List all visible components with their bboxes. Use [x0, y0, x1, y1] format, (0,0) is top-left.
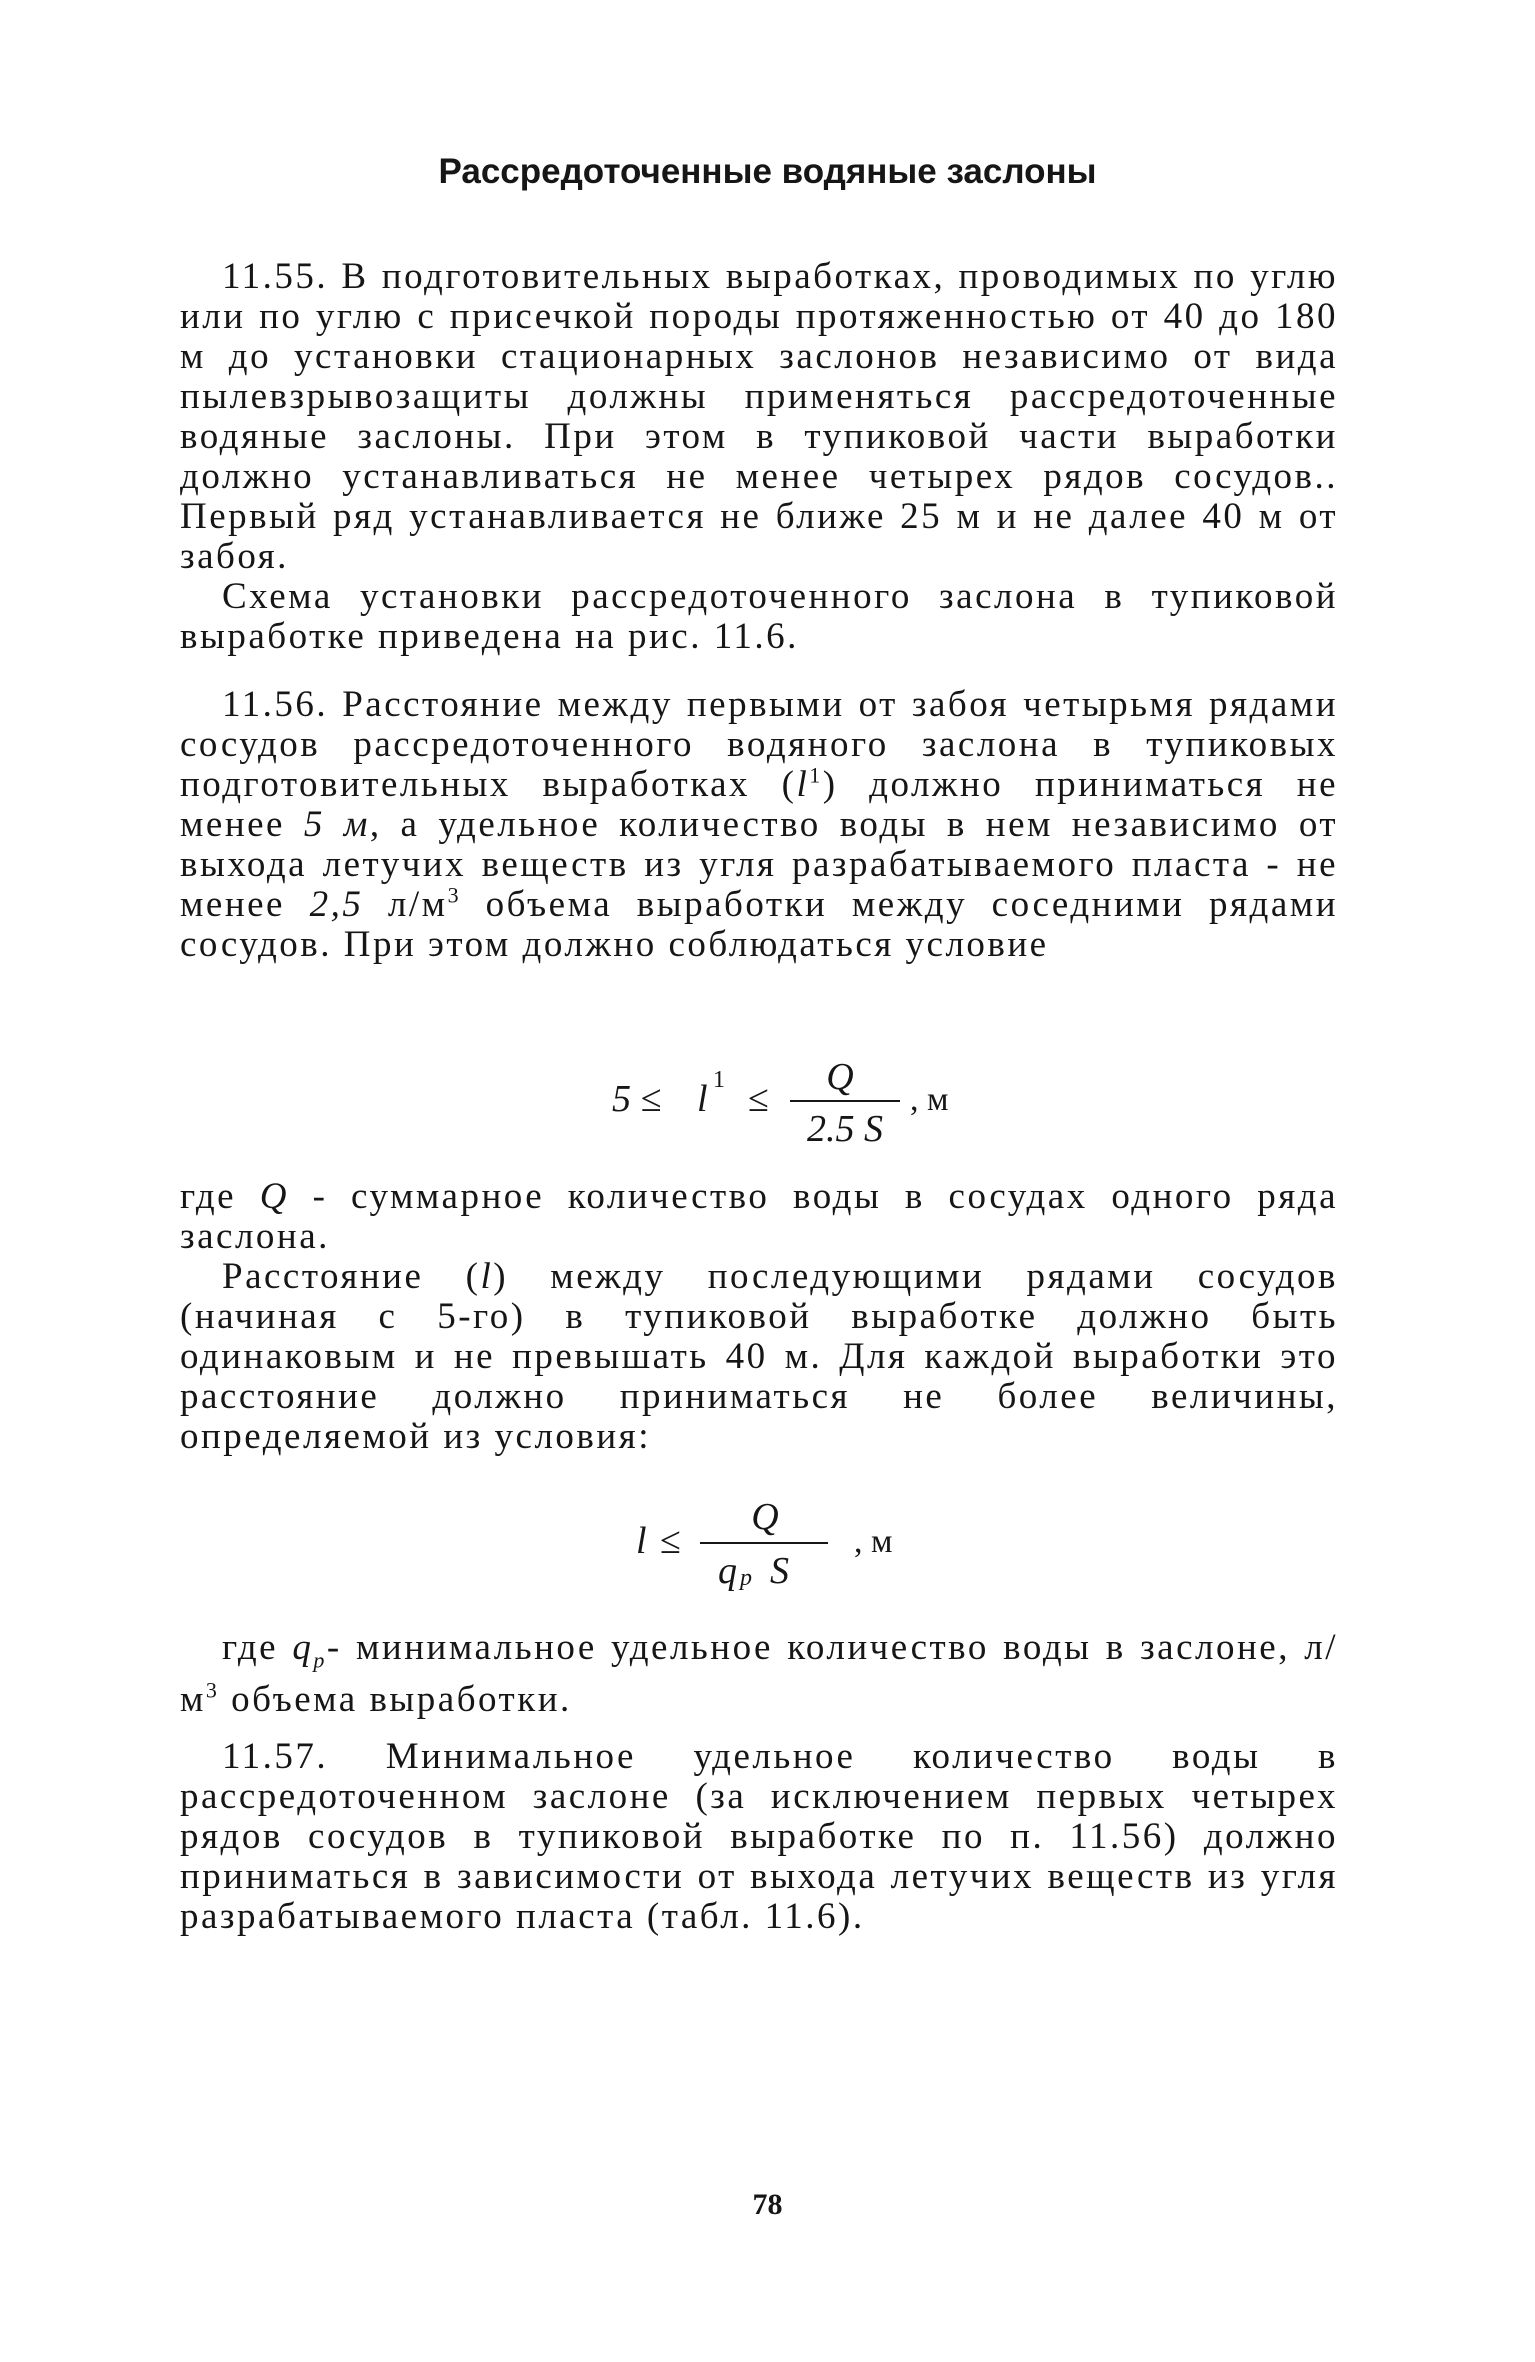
formula-le: ≤ — [748, 1078, 769, 1120]
formula-superscript: 1 — [713, 1067, 725, 1093]
clause-text: В подготовительных выработках, проводимых по углю или по углю с присечкой породы протяженностью от 40 до 180 м до установки стационарных заслонов независимо от вида пылевзрывозащиты должны применяться рассредоточенные водяные заслоны. При этом в тупиковой части выработки должно устанавливаться не менее четырех рядов сосудов.. Первый ряд устанавливается не ближе 25 м и не далее 40 м от забоя. — [180, 256, 1338, 577]
clause-text: ) должно приниматься не менее — [180, 764, 1338, 845]
clause-text: , а удельное количество воды в нем независимо от выхода летучих веществ из угля разрабатываемого пласта - не менее — [180, 804, 1338, 925]
formula-lhs: 5 ≤ — [612, 1078, 662, 1120]
paragraph-scheme — [180, 577, 1338, 657]
section-title: Рассредоточенные водяные заслоны — [438, 152, 1097, 191]
clause-text: Расстояние ( — [222, 1256, 481, 1297]
formula-denominator-s: S — [770, 1550, 789, 1592]
paragraph-distance — [180, 1257, 1338, 1457]
formula-1 — [0, 1055, 1535, 1165]
paragraph-block-where — [180, 1177, 1338, 1457]
subscript: p — [313, 1647, 327, 1673]
paragraph-11-56 — [180, 685, 1338, 965]
paragraph-block-where-qp — [180, 1628, 1338, 1720]
paragraph-block-11-55 — [180, 257, 1338, 657]
fraction-line — [700, 1542, 828, 1544]
where-prefix: где — [180, 1176, 237, 1217]
clause-text: объема выработки между соседними рядами сосудов. При этом должно соблюдаться условие — [180, 884, 1339, 965]
paragraph-where-q — [180, 1177, 1338, 1257]
clause-text: Расстояние между первыми от забоя четырьмя рядами сосудов рассредоточенного водяного заслона в тупиковых подготовительных выработках ( — [180, 684, 1338, 805]
unit: л/м — [387, 884, 448, 925]
clause-number: 11.57. — [222, 1736, 329, 1777]
scheme-reference: Схема установки рассредоточенного заслона в тупиковой выработке приведена на рис. 11.6. — [180, 576, 1338, 657]
superscript: 3 — [205, 1678, 220, 1704]
where-text: - минимальное удельное количество воды в заслоне, — [326, 1627, 1290, 1668]
formula-l: l — [697, 1078, 708, 1120]
paragraph-where-qp — [180, 1628, 1338, 1720]
clause-text: Минимальное удельное количество воды в рассредоточенном заслоне (за исключением первых четырех рядов сосудов в тупиковой выработке по п. 11.56) должно приниматься в зависимости от выхода летучих веществ из угля разрабатываемого пласта (табл. 11.6). — [180, 1736, 1339, 1937]
formula-le: ≤ — [660, 1520, 681, 1562]
formula-l: l — [636, 1520, 647, 1562]
where-text: - суммарное количество воды в сосудах одного ряда заслона. — [180, 1176, 1339, 1257]
paragraph-block-11-56 — [180, 685, 1338, 965]
paragraph-11-57 — [180, 1737, 1338, 1937]
formula-unit: , м — [854, 1523, 893, 1560]
formula-numerator: Q — [826, 1056, 854, 1098]
value-5m: 5 м — [303, 804, 370, 845]
symbol-l: l — [796, 764, 810, 805]
formula-subscript: p — [740, 1565, 752, 1591]
clause-number: 11.55. — [222, 256, 329, 297]
paragraph-block-11-57 — [180, 1737, 1338, 1937]
where-prefix: где — [222, 1627, 279, 1668]
formula-unit: , м — [910, 1081, 949, 1118]
formula-numerator: Q — [751, 1496, 779, 1538]
formula-denominator: 2.5 S — [807, 1108, 883, 1150]
formula-denominator-q: q — [718, 1550, 737, 1592]
fraction-line — [790, 1100, 900, 1102]
clause-text: ) между последующими рядами сосудов (начиная с 5-го) в тупиковой выработке должно быть одинаковым и не превышать 40 м. Для каждой выработки это расстояние должно приниматься не более величины, определяемой из условия: — [180, 1256, 1338, 1457]
superscript: 3 — [447, 882, 462, 908]
paragraph-11-55 — [180, 257, 1338, 577]
symbol-q: q — [292, 1627, 314, 1668]
symbol-l: l — [480, 1256, 494, 1297]
where-text: объема выработки. — [231, 1679, 572, 1721]
unit: л/м — [180, 1627, 1339, 1721]
clause-number: 11.56. — [222, 684, 329, 725]
page-number: 78 — [752, 2188, 783, 2221]
value-2-5: 2,5 — [309, 884, 364, 925]
symbol-q: Q — [259, 1176, 289, 1217]
formula-2 — [0, 1495, 1535, 1605]
superscript: 1 — [809, 762, 823, 788]
